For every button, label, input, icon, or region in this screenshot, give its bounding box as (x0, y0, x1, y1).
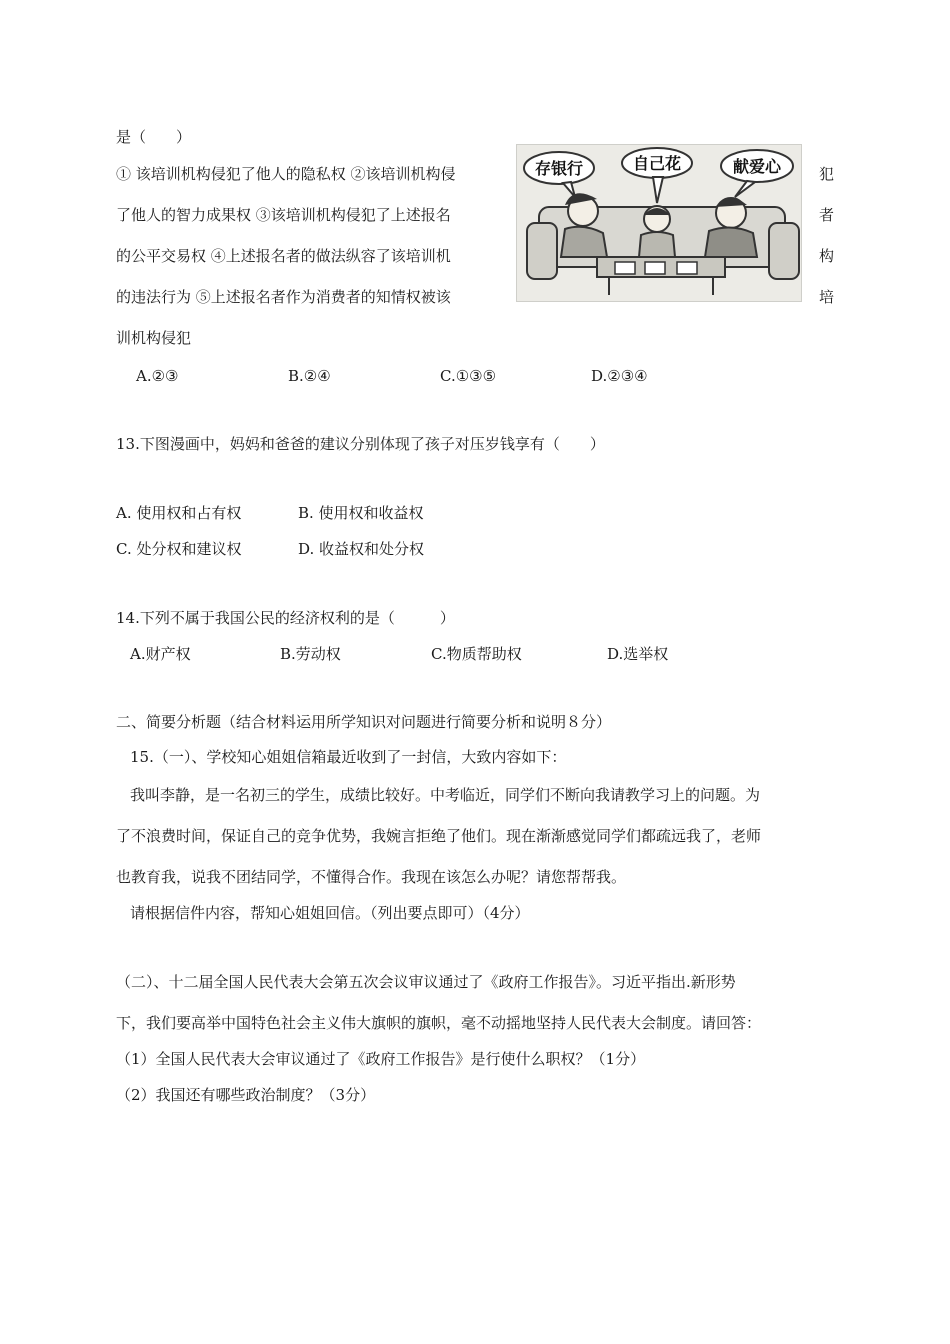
q14-option-d: D.选举权 (607, 645, 669, 663)
part2-sub-2: （2）我国还有哪些政治制度？（3分） (116, 1086, 376, 1104)
q13-stem: 13.下图漫画中，妈妈和爸爸的建议分别体现了孩子对压岁钱享有（ ） (116, 435, 605, 453)
q13-option-a: A. 使用权和占有权 (116, 504, 242, 522)
family-cartoon-image (516, 144, 802, 302)
q14-stem: 14.下列不属于我国公民的经济权利的是（ ） (116, 609, 455, 627)
q15-ask: 请根据信件内容，帮知心姐姐回信。（列出要点即可）（4分） (130, 904, 530, 922)
q13-option-c: C. 处分权和建议权 (116, 540, 242, 558)
q15-intro: 15.（一）、学校知心姐姐信箱最近收到了一封信，大致内容如下： (130, 748, 567, 766)
q12-line-5: 训机构侵犯 (116, 329, 192, 347)
q12-option-c: C.①③⑤ (440, 367, 497, 385)
q14-option-b: B.劳动权 (280, 645, 341, 663)
q12-right-char-1: 犯 (819, 165, 835, 183)
part2-line-2: 下，我们要高举中国特色社会主义伟大旗帜的旗帜，毫不动摇地坚持人民代表大会制度。请回答： (116, 1014, 762, 1032)
q12-option-d: D.②③④ (591, 367, 648, 385)
q12-line-3: 的公平交易权 ④上述报名者的做法纵容了该培训机 (116, 247, 451, 265)
q14-option-c: C.物质帮助权 (431, 645, 522, 663)
q12-option-a: A.②③ (136, 367, 179, 385)
q12-right-char-3: 构 (819, 247, 835, 265)
bubble-text-1: 存银行 (534, 159, 584, 178)
bubble-text-3: 献爱心 (732, 157, 782, 176)
letter-line-3: 也教育我，说我不团结同学，不懂得合作。我现在该怎么办呢？请您帮帮我。 (116, 868, 627, 886)
q12-right-char-2: 者 (819, 206, 835, 224)
q12-line-2: 了他人的智力成果权 ③该培训机构侵犯了上述报名 (116, 206, 451, 224)
part2-line-1: （二）、十二届全国人民代表大会第五次会议审议通过了《政府工作报告》。习近平指出.新形势 (116, 973, 736, 991)
q12-right-char-4: 培 (819, 288, 835, 306)
q12-stem-tail: 是（ ） (116, 128, 192, 146)
section2-heading: 二、简要分析题（结合材料运用所学知识对问题进行简要分析和说明８分） (116, 713, 612, 731)
q12-option-b: B.②④ (288, 367, 331, 385)
part2-sub-1: （1）全国人民代表大会审议通过了《政府工作报告》是行使什么职权？（1分） (116, 1050, 646, 1068)
q14-option-a: A.财产权 (130, 645, 191, 663)
q13-option-b: B. 使用权和收益权 (298, 504, 424, 522)
letter-line-2: 了不浪费时间，保证自己的竞争优势，我婉言拒绝了他们。现在渐渐感觉同学们都疏远我了，老师 (116, 827, 762, 845)
q12-line-4: 的违法行为 ⑤上述报名者作为消费者的知情权被该 (116, 288, 451, 306)
letter-line-1: 我叫李静，是一名初三的学生，成绩比较好。中考临近，同学们不断向我请教学习上的问题。为 (130, 786, 761, 804)
q13-option-d: D. 收益权和处分权 (298, 540, 425, 558)
bubble-text-2: 自己花 (632, 154, 682, 173)
q12-line-1: ① 该培训机构侵犯了他人的隐私权 ②该培训机构侵 (116, 165, 456, 183)
